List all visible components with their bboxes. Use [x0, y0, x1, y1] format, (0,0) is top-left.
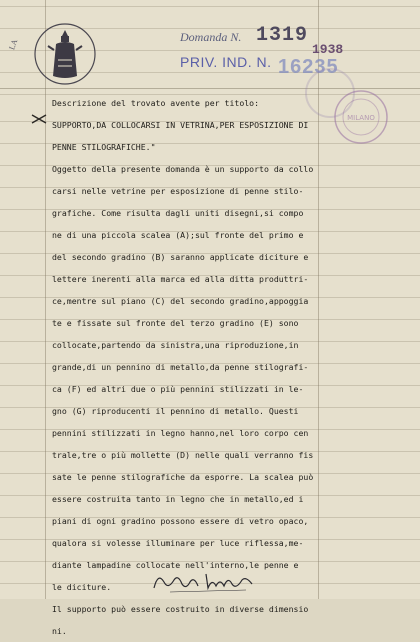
text-line: piani di ogni gradino possono essere di vetro opaco, — [52, 516, 309, 526]
text-line: essere costruita tanto in legno che in metallo,ed i — [52, 494, 304, 504]
text-line: carsi nelle vetrine per esposizione di penne stilo- — [52, 186, 304, 196]
text-line: lettere inerenti alla marca ed alla ditta produttri- — [52, 274, 309, 284]
text-line: ce,mentre sul piano (C) del secondo gradino,appoggia — [52, 296, 309, 306]
text-line: qualora si volesse illuminare per luce riflessa,me- — [52, 538, 304, 548]
text-line: le diciture. — [52, 582, 112, 592]
handwritten-signature — [150, 568, 260, 596]
text-line: sate le penne stilografiche da esporre. La scalea può — [52, 472, 314, 482]
left-margin-line — [45, 0, 46, 599]
text-line: ca (F) ed altri due o più pennini stilizzati in le- — [52, 384, 304, 394]
round-office-stamp-icon — [332, 88, 390, 146]
text-line: SUPPORTO,DA COLLOCARSI IN VETRINA,PER ESPOSIZIONE DI — [52, 120, 309, 130]
application-number: 1319 — [256, 24, 309, 47]
description-text — [52, 92, 327, 642]
text-line: Descrizione del trovato avente per titolo: — [52, 98, 260, 108]
text-line: grande,di un pennino di metallo,da penne stilografi- — [52, 362, 309, 372]
text-line: trale,tre o più mollette (D) nelle quali verranno fis — [52, 450, 314, 460]
text-line: gno (G) riproducenti il pennino di metallo. Questi — [52, 406, 299, 416]
text-line: del secondo gradino (B) saranno applicate diciture e — [52, 252, 309, 262]
priv-ind-number: 16235 — [278, 56, 339, 78]
crest-seal-icon — [30, 20, 100, 88]
domanda-label: Domanda N. — [180, 30, 242, 44]
application-year: 1938 — [312, 42, 344, 57]
text-line: Oggetto della presente domanda è un supporto da collo — [52, 164, 314, 174]
priv-ind-label: PRIV. IND. N. — [180, 54, 272, 70]
seal-label: LA — [7, 37, 20, 52]
round-stamp-text: MILANO — [347, 114, 375, 122]
text-line: Il supporto può essere costruito in diverse dimensio — [52, 604, 309, 614]
text-line: grafiche. Come risulta dagli uniti disegni,si compo — [52, 208, 304, 218]
text-line: ni. — [52, 626, 67, 636]
arrow-mark-icon — [30, 112, 54, 126]
text-line: PENNE STILOGRAFICHE." — [52, 142, 156, 152]
text-line: diante lampadine collocate nell'interno,le penne e — [52, 560, 299, 570]
text-line: pennini stilizzati in legno hanno,nel loro corpo cen — [52, 428, 309, 438]
text-line: ne di una piccola scalea (A);sul fronte del primo e — [52, 230, 304, 240]
text-line: collocate,partendo da sinistra,una riproduzione,in — [52, 340, 299, 350]
text-line: te e fissate sul fronte del terzo gradino (E) sono — [52, 318, 299, 328]
